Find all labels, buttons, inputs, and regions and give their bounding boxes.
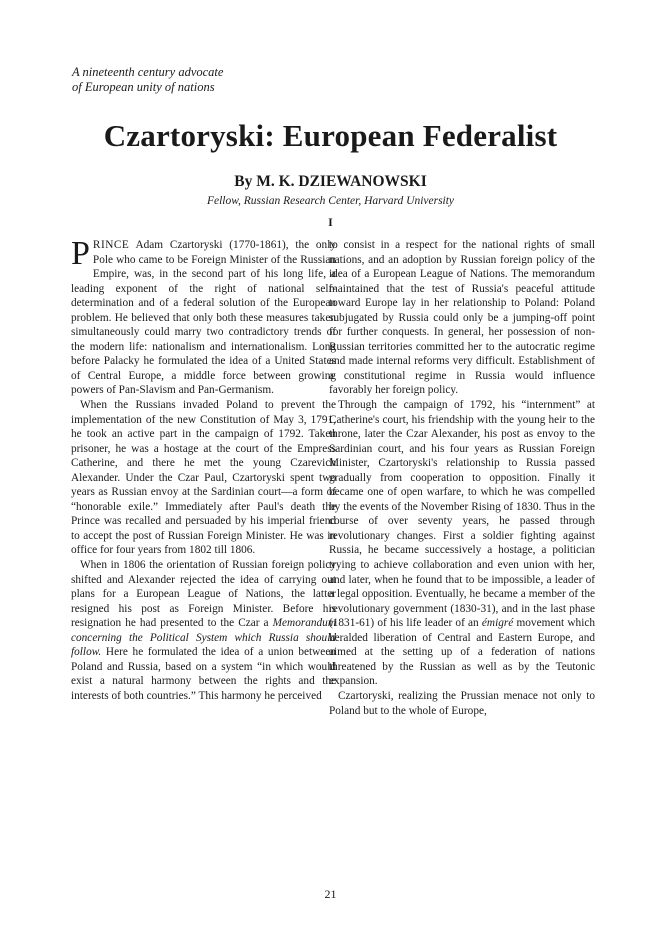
paragraph-5 bbox=[329, 398, 595, 689]
kicker-line-2: of European unity of nations bbox=[72, 80, 215, 94]
paragraph-3-text-a: When in 1806 the orientation of Russian foreign policy shifted and Alexander rejected the idea of carrying out plans for a European League of Nations, the latter resigned his post as Foreign Minister. Before his resignation he had presented to the Czar a bbox=[71, 559, 336, 630]
left-column bbox=[71, 235, 336, 704]
emigre-word: émigré bbox=[481, 617, 514, 630]
paragraph-3 bbox=[71, 558, 336, 703]
memorandum-title: Memorandum concerning the Political System which Russia should follow. bbox=[71, 617, 336, 659]
article-kicker bbox=[72, 65, 223, 95]
paragraph-6: Czartoryski, realizing the Prussian menace not only to Poland but to the whole of Europe, bbox=[329, 689, 595, 717]
author-affiliation: Fellow, Russian Research Center, Harvard University bbox=[206, 195, 455, 207]
paragraph-1 bbox=[71, 235, 336, 398]
kicker-line-1: A nineteenth century advocate bbox=[72, 65, 224, 79]
page-number: 21 bbox=[324, 887, 337, 901]
paragraph-4: to consist in a respect for the national rights of small nations, and an adoption by Russian foreign policy of the idea of a European League of Nations. The memorandum maintained that the test of Russia's peaceful attitude toward Europe lay in her relationship to Poland: Poland subjugated by Russia could only be a jumping-off point for further conquests. In general, her possession of non-Russian territories committed her to the autocratic regime and made internal reforms very difficult. Establishment of a constitutional regime in Russia would influence favorably her foreign policy. bbox=[329, 239, 595, 397]
paragraph-5-text-b: movement which heralded liberation of Central and Eastern Europe, and aimed at the setting up of a federation of nations threatened by the Russian as well as by the Teutonic expansion. bbox=[329, 617, 595, 688]
paragraph-3-text-b: Here he formulated the idea of a union between Poland and Russia, based on a system “in which would exist a natural harmony between the rights and the interests of both countries.” This harmony he perceived bbox=[71, 646, 336, 702]
right-column bbox=[329, 238, 595, 718]
drop-cap: P bbox=[71, 235, 90, 272]
lead-word: RINCE bbox=[92, 239, 130, 251]
author-byline: By M. K. DZIEWANOWSKI bbox=[234, 173, 427, 190]
paragraph-1-text: Adam Czartoryski (1770-1861), the only Pole who came to be Foreign Minister of the Russian Empire, was, in the second part of his long life, a leading exponent of the right of national self-determination and of a federal solution of the European problem. He believed that only both these measures taken simultaneously could marry two contradictory trends of the modern life: nationalism and internationalism. Long before Palacky he formulated the idea of a United States of Central Europe, a middle force between growing powers of Pan-Slavism and Pan-Germanism. bbox=[71, 239, 336, 397]
paragraph-5-text-a: Through the campaign of 1792, his “internment” at Catherine's court, his friendship with the young heir to the throne, later the Czar Alexander, his post as envoy to the Sardinian court, and his four years as Russian Foreign Minister, Czartoryski's relationship to Russia passed gradually from cooperation to opposition. Finally it became one of open warfare, to which he was compelled by the events of the November Rising of 1830. Thus in the course of over seventy years, he passed through revolutionary changes. First a soldier fighting against Russia, he became successively a hostage, a politician trying to achieve collaboration and even union with her, and later, when he found that to be impossible, a leader of a legal opposition. Eventually, he became a member of the revolutionary government (1830-31), and in the last phase (1831-61) of his life leader of an bbox=[329, 399, 595, 630]
section-number: I bbox=[328, 215, 333, 229]
paragraph-2: When the Russians invaded Poland to prevent the implementation of the new Constitution of May 3, 1791, he took an active part in the campaign of 1792. Taken prisoner, he was a hostage at the court of the Empress Catherine, and there he met the young Czarevich Alexander. Under the Czar Paul, Czartoryski spent two years as Russian envoy at the Sardinian court—a form of “honorable exile.” Immediately after Paul's death the Prince was recalled and persuaded by his imperial friend to accept the post of Russian Foreign Minister. He was in office for four years from 1802 till 1806. bbox=[71, 399, 336, 557]
article-title: Czartoryski: European Federalist bbox=[103, 118, 558, 153]
